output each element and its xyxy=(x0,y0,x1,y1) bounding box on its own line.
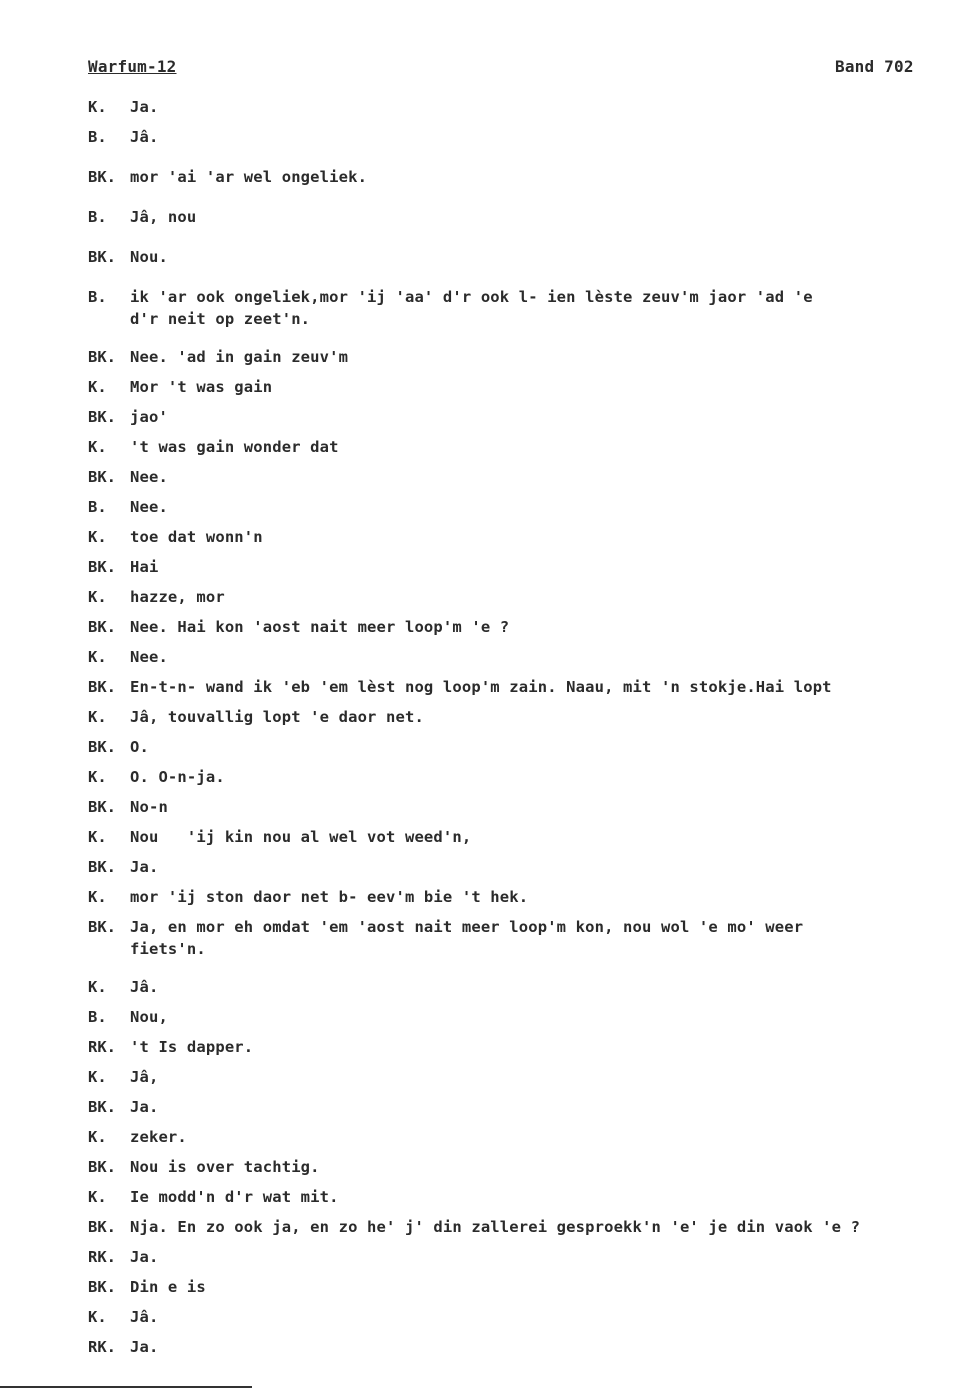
speaker-label: BK. xyxy=(88,1098,116,1116)
utterance-text: Nja. En zo ook ja, en zo he' j' din zallerei gesproekk'n 'e' je din vaok 'e ? xyxy=(130,1218,861,1236)
utterance-text: Ja. xyxy=(130,1338,159,1356)
transcript-line xyxy=(88,616,948,646)
transcript-line xyxy=(88,496,948,526)
speaker-label: B. xyxy=(88,288,107,306)
transcript-line xyxy=(88,1276,948,1306)
utterance-text: Ja. xyxy=(130,98,159,116)
speaker-label: B. xyxy=(88,1008,107,1026)
utterance-text: Jâ, nou xyxy=(130,208,197,226)
transcript-line xyxy=(88,646,948,676)
speaker-label: B. xyxy=(88,128,107,146)
transcript-line xyxy=(88,706,948,736)
utterance-text: Ja. xyxy=(130,1098,159,1116)
speaker-label: BK. xyxy=(88,918,116,936)
utterance-text: Nou, xyxy=(130,1008,168,1026)
speaker-label: K. xyxy=(88,888,107,906)
utterance-text: Hai xyxy=(130,558,159,576)
speaker-label: K. xyxy=(88,1188,107,1206)
utterance-text: toe dat wonn'n xyxy=(130,528,263,546)
utterance-text: O. O-n-ja. xyxy=(130,768,225,786)
speaker-label: B. xyxy=(88,208,107,226)
transcript-line xyxy=(88,676,948,706)
utterance-text: Ja, en mor eh omdat 'em 'aost nait meer loop'm kon, nou wol 'e mo' weer fiets'n. xyxy=(130,918,804,958)
tape-number-header: Band 702 xyxy=(835,57,914,76)
speaker-label: BK. xyxy=(88,408,116,426)
speaker-label: K. xyxy=(88,648,107,666)
speaker-label: BK. xyxy=(88,1158,116,1176)
utterance-text: Nee. 'ad in gain zeuv'm xyxy=(130,348,349,366)
transcript-line xyxy=(88,1306,948,1336)
speaker-label: BK. xyxy=(88,798,116,816)
transcript-line xyxy=(88,736,948,766)
speaker-label: RK. xyxy=(88,1248,116,1266)
utterance-text: Nee. Hai kon 'aost nait meer loop'm 'e ? xyxy=(130,618,510,636)
transcript-line xyxy=(88,1006,948,1036)
transcript-line xyxy=(88,1336,948,1366)
transcript-line xyxy=(88,376,948,406)
speaker-label: BK. xyxy=(88,168,116,186)
speaker-label: K. xyxy=(88,708,107,726)
utterance-text: Nee. xyxy=(130,498,168,516)
utterance-text: zeker. xyxy=(130,1128,187,1146)
transcript-line xyxy=(88,466,948,496)
transcript-line xyxy=(88,346,948,376)
transcript-line xyxy=(88,436,948,466)
utterance-text: En-t-n- wand ik 'eb 'em lèst nog loop'm zain. Naau, mit 'n stokje.Hai lopt xyxy=(130,678,832,696)
speaker-label: K. xyxy=(88,98,107,116)
transcript-line xyxy=(88,1186,948,1216)
utterance-text: mor 'ai 'ar wel ongeliek. xyxy=(130,168,368,186)
speaker-label: K. xyxy=(88,768,107,786)
utterance-text: Nou 'ij kin nou al wel vot weed'n, xyxy=(130,828,472,846)
transcript-line xyxy=(88,796,948,826)
speaker-label: BK. xyxy=(88,558,116,576)
utterance-text: 't Is dapper. xyxy=(130,1038,254,1056)
transcript-line xyxy=(88,1246,948,1276)
speaker-label: RK. xyxy=(88,1038,116,1056)
transcript-line xyxy=(88,166,948,206)
utterance-text: ik 'ar ook ongeliek,mor 'ij 'aa' d'r ook l- ien lèste zeuv'm jaor 'ad 'e d'r neit op zeet'n. xyxy=(130,288,813,328)
utterance-text: Nou. xyxy=(130,248,168,266)
speaker-label: K. xyxy=(88,588,107,606)
utterance-text: Jâ, xyxy=(130,1068,159,1086)
transcript-line xyxy=(88,406,948,436)
footer-rule xyxy=(0,1386,252,1388)
utterance-text: Nee. xyxy=(130,648,168,666)
speaker-label: K. xyxy=(88,828,107,846)
speaker-label: BK. xyxy=(88,468,116,486)
utterance-text: Ja. xyxy=(130,858,159,876)
utterance-text: No-n xyxy=(130,798,168,816)
utterance-text: Nee. xyxy=(130,468,168,486)
transcript-line xyxy=(88,206,948,246)
utterance-text: O. xyxy=(130,738,149,756)
transcript-line xyxy=(88,886,948,916)
speaker-label: BK. xyxy=(88,618,116,636)
utterance-text: hazze, mor xyxy=(130,588,225,606)
utterance-text: Mor 't was gain xyxy=(130,378,273,396)
speaker-label: K. xyxy=(88,438,107,456)
speaker-label: K. xyxy=(88,978,107,996)
speaker-label: K. xyxy=(88,1128,107,1146)
speaker-label: K. xyxy=(88,1068,107,1086)
transcript-line xyxy=(88,976,948,1006)
transcript-line xyxy=(88,826,948,856)
speaker-label: BK. xyxy=(88,738,116,756)
transcript-line xyxy=(88,286,948,346)
speaker-label: BK. xyxy=(88,248,116,266)
transcript-line xyxy=(88,1036,948,1066)
transcript-line xyxy=(88,766,948,796)
transcript-line xyxy=(88,1156,948,1186)
utterance-text: Ja. xyxy=(130,1248,159,1266)
transcript-body xyxy=(88,96,948,1366)
utterance-text: Jâ. xyxy=(130,1308,159,1326)
transcript-line xyxy=(88,1216,948,1246)
utterance-text: mor 'ij ston daor net b- eev'm bie 't hek. xyxy=(130,888,529,906)
transcript-line xyxy=(88,556,948,586)
transcript-line xyxy=(88,1096,948,1126)
speaker-label: BK. xyxy=(88,1218,116,1236)
utterance-text: Jâ. xyxy=(130,128,159,146)
transcript-line xyxy=(88,246,948,286)
utterance-text: Din e is xyxy=(130,1278,206,1296)
transcript-line xyxy=(88,856,948,886)
transcript-line xyxy=(88,1066,948,1096)
document-id-header: Warfum-12 xyxy=(88,57,177,76)
speaker-label: K. xyxy=(88,528,107,546)
transcript-line xyxy=(88,96,948,126)
speaker-label: RK. xyxy=(88,1338,116,1356)
transcript-line xyxy=(88,916,948,976)
transcript-line xyxy=(88,526,948,556)
transcript-line xyxy=(88,586,948,616)
utterance-text: jao' xyxy=(130,408,168,426)
utterance-text: Ie modd'n d'r wat mit. xyxy=(130,1188,339,1206)
utterance-text: Jâ. xyxy=(130,978,159,996)
transcript-line xyxy=(88,1126,948,1156)
speaker-label: BK. xyxy=(88,678,116,696)
transcript-line xyxy=(88,126,948,166)
speaker-label: B. xyxy=(88,498,107,516)
speaker-label: K. xyxy=(88,378,107,396)
utterance-text: 't was gain wonder dat xyxy=(130,438,339,456)
utterance-text: Nou is over tachtig. xyxy=(130,1158,320,1176)
speaker-label: K. xyxy=(88,1308,107,1326)
speaker-label: BK. xyxy=(88,858,116,876)
utterance-text: Jâ, touvallig lopt 'e daor net. xyxy=(130,708,424,726)
speaker-label: BK. xyxy=(88,1278,116,1296)
speaker-label: BK. xyxy=(88,348,116,366)
